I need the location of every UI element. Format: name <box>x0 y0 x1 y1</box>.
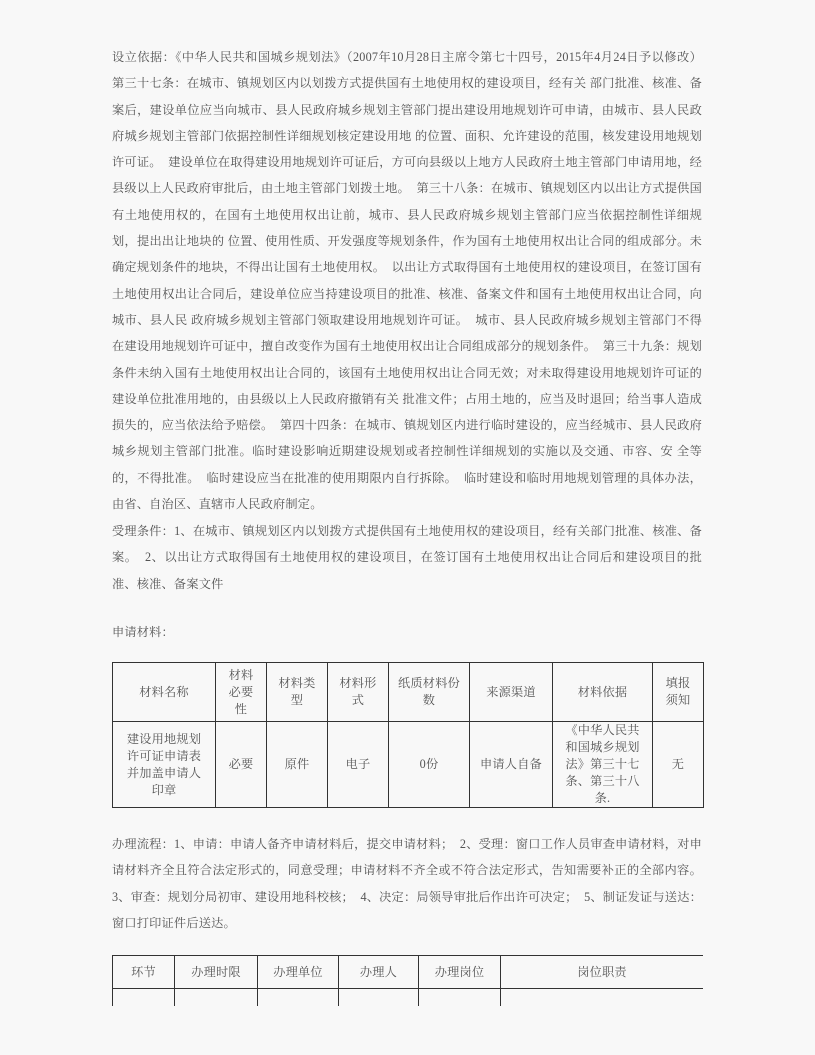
process-header-post: 办理岗位 <box>419 956 501 989</box>
materials-table <box>112 662 704 808</box>
acceptance-conditions-paragraph: 受理条件：1、在城市、镇规划区内以划拨方式提供国有土地使用权的建设项目，经有关部门批准、核准、备案。 2、以出让方式取得国有土地使用权的建设项目，在签订国有土地使用权出让合同后和建设项目的批准、核准、备案文件 <box>112 524 702 591</box>
process-header-time-limit: 办理时限 <box>175 956 258 989</box>
process-table <box>112 955 703 1006</box>
materials-cell-paper-copies: 0份 <box>389 722 470 808</box>
materials-cell-form: 电子 <box>328 722 389 808</box>
process-cell-duty <box>501 989 704 1007</box>
materials-table-row <box>113 722 704 808</box>
process-header-step: 环节 <box>113 956 175 989</box>
process-cell-post <box>419 989 501 1007</box>
materials-cell-necessity: 必要 <box>216 722 267 808</box>
process-cell-unit <box>258 989 339 1007</box>
process-table-row <box>113 989 704 1007</box>
process-cell-handler <box>339 989 419 1007</box>
process-cell-time-limit <box>175 989 258 1007</box>
process-header-handler: 办理人 <box>339 956 419 989</box>
materials-table-header-row <box>113 663 704 722</box>
application-materials-label: 申请材料： <box>112 625 174 639</box>
process-cell-step <box>113 989 175 1007</box>
process-header-unit: 办理单位 <box>258 956 339 989</box>
materials-cell-basis: 《中华人民共和国城乡规划法》第三十七条、第三十八条. <box>553 722 653 808</box>
legal-basis-paragraph: 设立依据：《中华人民共和国城乡规划法》（2007年10月28日主席令第七十四号，2015年4月24日予以修改）第三十七条：在城市、镇规划区内以划拨方式提供国有土地使用权的建设项目，经有关 部门批准、核准、备案后，建设单位应当向城市、县人民政府城乡规划主管部门提出建设用地规划许可申请，由城市、县人民政府城乡规划主管部门依据控制性详细规划核定建设用地 的位置、面积、允许建设的范围，核发建设用地规划许可证。 建设单位在取得建设用地规划许可证后，方可向县级以上地方人民政府土地主管部门申请用地，经县级以上人民政府审批后，由土地主管部门划拨土地。 第三十八条：在城市、镇规划区内以出让方式提供国有土地使用权的，在国有土地使用权出让前，城市、县人民政府城乡规划主管部门应当依据控制性详细规划，提出出让地块的 位置、使用性质、开发强度等规划条件，作为国有土地使用权出让合同的组成部分。未确定规划条件的地块，不得出让国有土地使用权。 以出让方式取得国有土地使用权的建设项目，在签订国有土地使用权出让合同后，建设单位应当持建设项目的批准、核准、备案文件和国有土地使用权出让合同，向城市、县人民 政府城乡规划主管部门领取建设用地规划许可证。 城市、县人民政府城乡规划主管部门不得在建设用地规划许可证中，擅自改变作为国有土地使用权出让合同组成部分的规划条件。 第三十九条：规划条件未纳入国有土地使用权出让合同的，该国有土地使用权出让合同无效；对未取得建设用地规划许可证的建设单位批准用地的，由县级以上人民政府撤销有关 批准文件；占用土地的，应当及时退回；给当事人造成损失的，应当依法给予赔偿。 第四十四条：在城市、镇规划区内进行临时建设的，应当经城市、县人民政府城乡规划主管部门批准。临时建设影响近期建设规划或者控制性详细规划的实施以及交通、市容、安 全等的，不得批准。 临时建设应当在批准的使用期限内自行拆除。 临时建设和临时用地规划管理的具体办法，由省、自治区、直辖市人民政府制定。 <box>112 50 702 512</box>
materials-header-form: 材料形式 <box>328 663 389 722</box>
process-table-clip <box>112 955 703 1006</box>
materials-cell-source: 申请人自备 <box>470 722 553 808</box>
process-flow-paragraph: 办理流程：1、申请：申请人备齐申请材料后，提交申请材料； 2、受理：窗口工作人员审查申请材料，对申请材料齐全且符合法定形式的，同意受理；申请材料不齐全或不符合法定形式，告知需要补正的全部内容。3、审查：规划分局初审、建设用地科校核； 4、决定：局领导审批后作出许可决定； 5、制证发证与送达：窗口打印证件后送达。 <box>112 837 702 930</box>
materials-header-necessity: 材料必要性 <box>216 663 267 722</box>
materials-header-name: 材料名称 <box>113 663 216 722</box>
materials-header-basis: 材料依据 <box>553 663 653 722</box>
materials-header-filling-notes: 填报须知 <box>653 663 704 722</box>
materials-header-source: 来源渠道 <box>470 663 553 722</box>
materials-cell-name: 建设用地规划许可证申请表并加盖申请人印章 <box>113 722 216 808</box>
materials-header-paper-copies: 纸质材料份数 <box>389 663 470 722</box>
materials-cell-filling-notes: 无 <box>653 722 704 808</box>
process-header-duty: 岗位职责 <box>501 956 704 989</box>
materials-cell-type: 原件 <box>267 722 328 808</box>
document-content <box>112 0 702 1055</box>
materials-header-type: 材料类型 <box>267 663 328 722</box>
process-table-header-row <box>113 956 704 989</box>
